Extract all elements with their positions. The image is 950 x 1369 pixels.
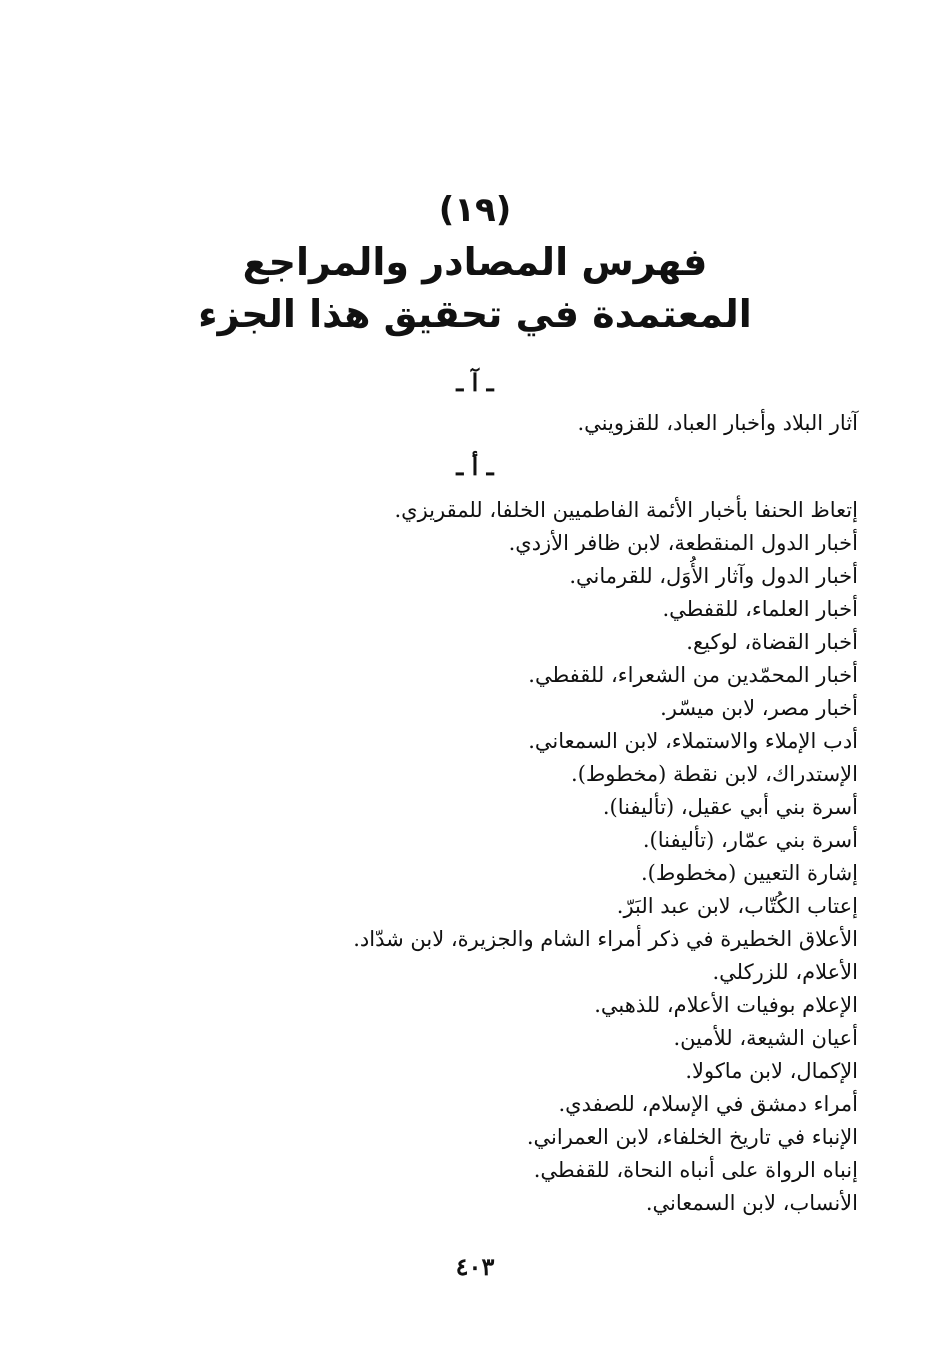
list-item: أعيان الشيعة، للأمين.: [673, 1026, 858, 1050]
list-item: أمراء دمشق في الإسلام، للصفدي.: [558, 1092, 858, 1116]
list-item: آثار البلاد وأخبار العباد، للقزويني.: [577, 411, 858, 435]
list-item: الإكمال، لابن ماكولا.: [685, 1059, 858, 1083]
list-item: أخبار العلماء، للقفطي.: [662, 597, 858, 621]
section-letter-alef-madda: ـ آ ـ: [456, 368, 494, 397]
list-item: الإستدراك، لابن نقطة (مخطوط).: [571, 762, 858, 786]
list-item: الأعلام، للزركلي.: [712, 960, 858, 984]
list-item: إشارة التعيين (مخطوط).: [640, 861, 858, 885]
list-item: أخبار الدول المنقطعة، لابن ظافر الأزدي.: [508, 531, 858, 555]
page-title-line-1: فهرس المصادر والمراجع: [242, 240, 708, 284]
list-item: أخبار المحمّدين من الشعراء، للقفطي.: [528, 663, 858, 687]
list-item: الأنساب، لابن السمعاني.: [645, 1191, 858, 1215]
list-item: أدب الإملاء والاستملاء، لابن السمعاني.: [528, 729, 858, 753]
page-title-line-2: المعتمدة في تحقيق هذا الجزء: [198, 292, 752, 336]
list-item: إنباه الرواة على أنباه النحاة، للقفطي.: [533, 1158, 858, 1182]
list-item: أخبار مصر، لابن ميسّر.: [660, 696, 858, 720]
list-item: إتعاظ الحنفا بأخبار الأئمة الفاطميين الخلفا، للمقريزي.: [394, 498, 858, 522]
page-number: ٤٠٣: [455, 1252, 495, 1281]
section-letter-alef-hamza: ـ أ ـ: [456, 452, 494, 481]
entry-list-alef-hamza: [353, 494, 858, 1220]
list-item: أسرة بني عمّار، (تأليفنا).: [642, 828, 858, 852]
list-item: أخبار الدول وآثار الأُوَل، للقرماني.: [569, 564, 858, 588]
list-item: أسرة بني أبي عقيل، (تأليفنا).: [602, 795, 858, 819]
entry-list-alef-madda: [578, 407, 859, 440]
list-item: الإنباء في تاريخ الخلفاء، لابن العمراني.: [526, 1125, 858, 1149]
list-item: إعتاب الكُتّاب، لابن عبد البَرّ.: [616, 894, 858, 918]
list-item: الإعلام بوفيات الأعلام، للذهبي.: [594, 993, 858, 1017]
chapter-number: (١٩): [438, 190, 512, 230]
list-item: أخبار القضاة، لوكيع.: [686, 630, 858, 654]
list-item: الأعلاق الخطيرة في ذكر أمراء الشام والجزيرة، لابن شدّاد.: [353, 927, 858, 951]
